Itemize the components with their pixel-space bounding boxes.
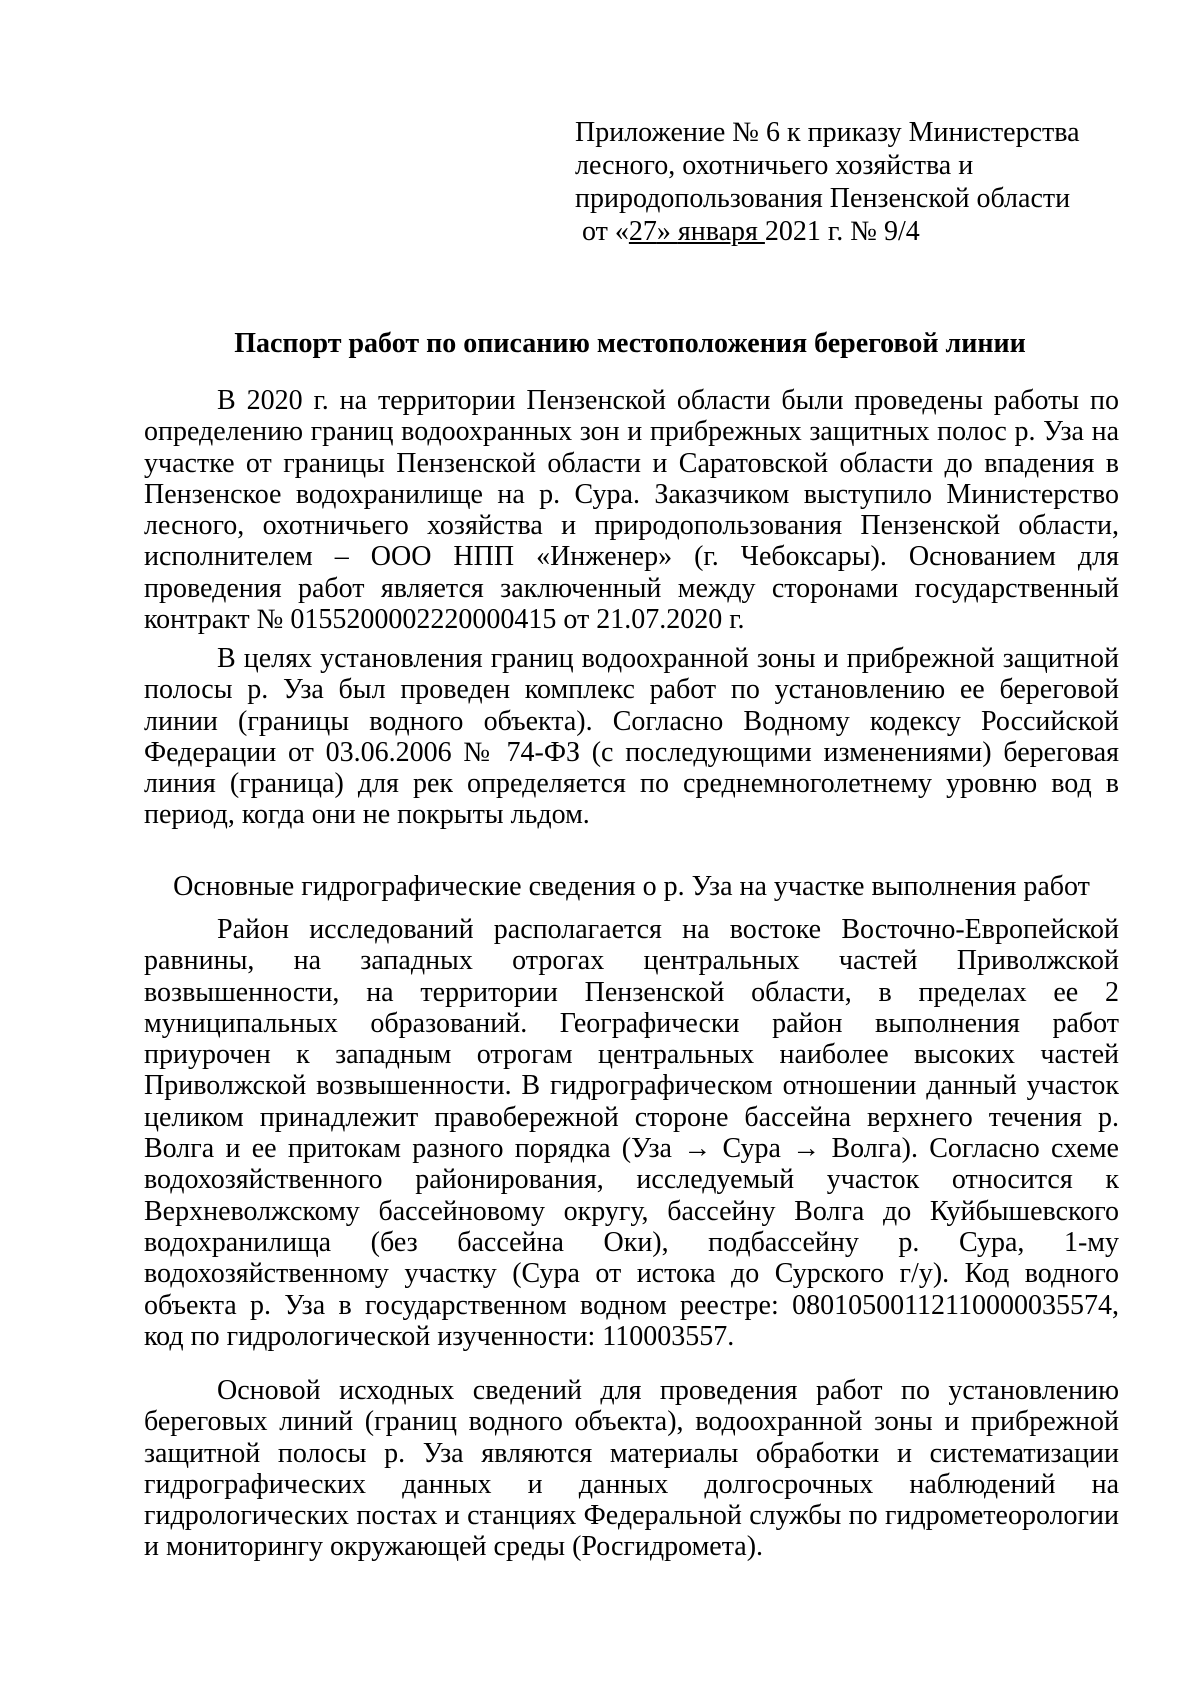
- date-quote-close: »: [656, 216, 678, 247]
- date-day: 27: [628, 216, 657, 247]
- appendix-date-line: [575, 215, 1135, 248]
- paragraph-shoreline: В целях установления границ водоохранной зоны и прибрежной защитной полосы р. Уза был проведен комплекс работ по установлению ее береговой линии (границы водного объекта). Согласно Водному кодексу Российской Федерации от 03.06.2006 № 74-ФЗ (с последующими изменениями) береговая линия (граница) для рек определяется по среднемноголетнему уровню вод в период, когда они не покрыты льдом.: [144, 643, 1119, 831]
- section-subheading: Основные гидрографические сведения о р. Уза на участке выполнения работ: [173, 871, 1090, 902]
- date-month: января: [677, 216, 765, 247]
- paragraph-intro: В 2020 г. на территории Пензенской области были проведены работы по определению границ водоохранных зон и прибрежных защитных полос р. Уза на участке от границы Пензенской области и Саратовской области до впадения в Пензенское водохранилище на р. Сура. Заказчиком выступило Министерство лесного, охотничьего хозяйства и природопользования Пензенской области, исполнителем – ООО НПП «Инженер» (г. Чебоксары). Основанием для проведения работ является заключенный между сторонами государственный контракт № 0155200002220000415 от 21.07.2020 г.: [144, 385, 1119, 636]
- paragraph-study-area: Район исследований располагается на востоке Восточно-Европейской равнины, на западных отрогах центральных частей Приволжской возвышенности, на территории Пензенской области, в пределах ее 2 муниципальных образований. Географически район выполнения работ приурочен к западным отрогам центральных наиболее высоких частей Приволжской возвышенности. В гидрографическом отношении данный участок целиком принадлежит правобережной стороне бассейна верхнего течения р. Волга и ее притокам разного порядка (Уза → Сура → Волга). Согласно схеме водохозяйственного районирования, исследуемый участок относится к Верхневолжскому бассейновому округу, бассейну Волга до Куйбышевского водохранилища (без бассейна Оки), подбассейну р. Сура, 1-му водохозяйственному участку (Сура от истока до Сурского г/у). Код водного объекта р. Уза в государственном водном реестре: 08010500112110000035574, код по гидрологической изученности: 110003557.: [144, 914, 1119, 1352]
- paragraph-sources: Основой исходных сведений для проведения работ по установлению береговых линий (границ водного объекта), водоохранной зоны и прибрежной защитной полосы р. Уза являются материалы обработки и систематизации гидрографических данных и данных долгосрочных наблюдений на гидрологических постах и станциях Федеральной службы по гидрометеорологии и мониторингу окружающей среды (Росгидромета).: [144, 1375, 1119, 1563]
- date-suffix: 2021 г. № 9/4: [764, 216, 920, 247]
- document-title: Паспорт работ по описанию местоположения береговой линии: [234, 328, 1026, 359]
- appendix-line-2: лесного, охотничьего хозяйства и: [575, 150, 974, 181]
- date-prefix: от «: [582, 216, 629, 247]
- appendix-line-3: природопользования Пензенской области: [575, 183, 1071, 214]
- appendix-header: [575, 116, 1135, 248]
- appendix-line-1: Приложение № 6 к приказу Министерства: [575, 117, 1080, 148]
